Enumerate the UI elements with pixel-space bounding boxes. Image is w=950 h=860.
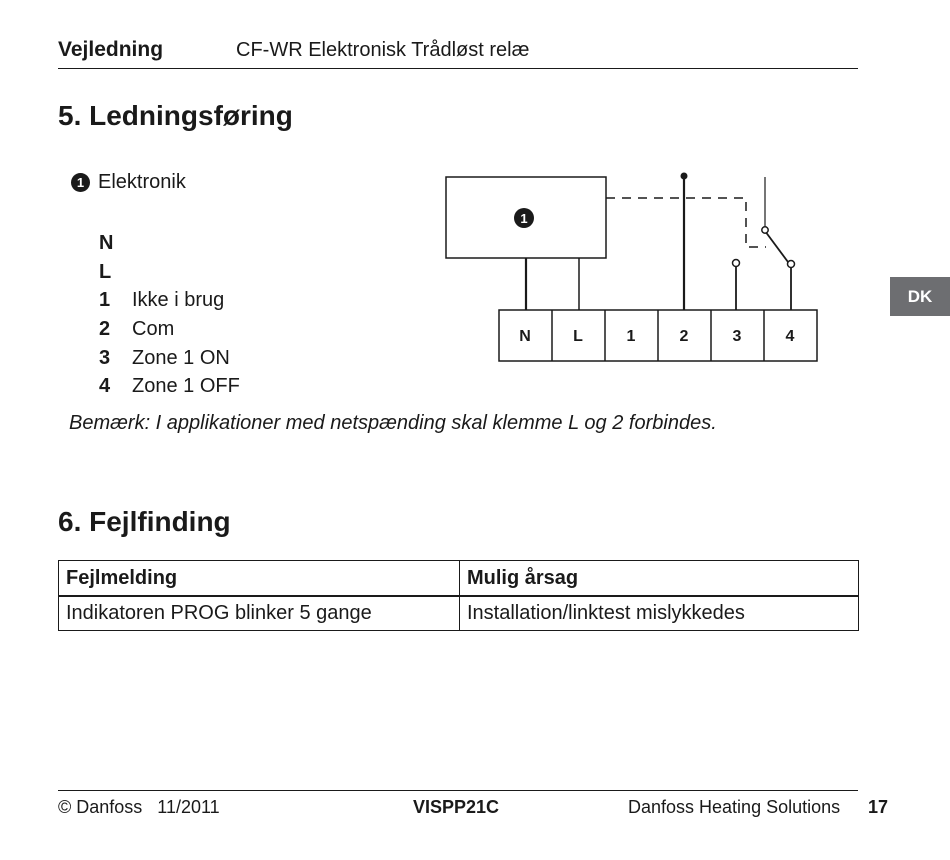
terminal-label-l: L bbox=[573, 328, 583, 345]
legend-title bbox=[71, 171, 186, 194]
legend-row-l bbox=[99, 258, 240, 287]
section-6-title: 6. Fejlfinding bbox=[58, 506, 231, 537]
language-tab: DK bbox=[890, 277, 950, 316]
legend-key: 1 bbox=[99, 289, 111, 312]
legend-row-n bbox=[99, 229, 240, 258]
legend-key: L bbox=[99, 260, 112, 283]
dashed-control-link bbox=[606, 198, 766, 247]
legend-key: N bbox=[99, 231, 114, 254]
legend-label: Com bbox=[132, 317, 175, 340]
footer-copyright: © Danfoss 11/2011 bbox=[58, 797, 220, 817]
legend-row-3 bbox=[99, 344, 240, 373]
wiring-note: Bemærk: I applikationer med netspænding skal klemme L og 2 forbindes. bbox=[69, 412, 717, 434]
terminal-label-4: 4 bbox=[785, 328, 795, 345]
numbered-circle-icon: 1 bbox=[71, 173, 90, 192]
legend-title-text: Elektronik bbox=[98, 171, 186, 193]
relay-switch-arm bbox=[765, 231, 788, 262]
legend-label: Ikke i brug bbox=[132, 289, 225, 312]
header-doc-title: CF-WR Elektronisk Trådløst relæ bbox=[236, 39, 530, 61]
legend-row-2 bbox=[99, 315, 240, 344]
terminal-label-2: 2 bbox=[679, 328, 689, 345]
table-header-row bbox=[59, 561, 859, 597]
com-junction-dot bbox=[681, 173, 688, 180]
legend-key: 3 bbox=[99, 346, 111, 369]
legend-key: 4 bbox=[99, 375, 111, 398]
column-header: Mulig årsag bbox=[460, 561, 859, 597]
terminal-legend bbox=[99, 229, 240, 401]
legend-row-4 bbox=[99, 372, 240, 401]
terminal-label-3: 3 bbox=[732, 328, 742, 345]
footer-company: Danfoss Heating Solutions bbox=[628, 797, 841, 817]
legend-key: 2 bbox=[99, 317, 111, 340]
legend-label: Zone 1 OFF bbox=[132, 375, 240, 398]
section-5-title: 5. Ledningsføring bbox=[58, 100, 293, 131]
table-row bbox=[59, 596, 859, 631]
legend-label: Zone 1 ON bbox=[132, 346, 230, 369]
footer-code: VISPP21C bbox=[413, 797, 500, 817]
troubleshooting-table bbox=[58, 560, 859, 631]
column-header: Fejlmelding bbox=[59, 561, 460, 597]
table-cell: Indikatoren PROG blinker 5 gange bbox=[59, 596, 460, 631]
legend-row-1 bbox=[99, 286, 240, 315]
terminal-label-n: N bbox=[519, 328, 531, 345]
header-doc-type: Vejledning bbox=[58, 38, 164, 61]
wiring-diagram bbox=[440, 165, 830, 370]
table-cell: Installation/linktest mislykkedes bbox=[460, 596, 859, 631]
header-divider bbox=[58, 68, 858, 69]
footer-divider bbox=[58, 790, 858, 791]
box-marker-text: 1 bbox=[520, 211, 528, 226]
page-number: 17 bbox=[868, 797, 889, 817]
terminal-label-1: 1 bbox=[626, 328, 636, 345]
